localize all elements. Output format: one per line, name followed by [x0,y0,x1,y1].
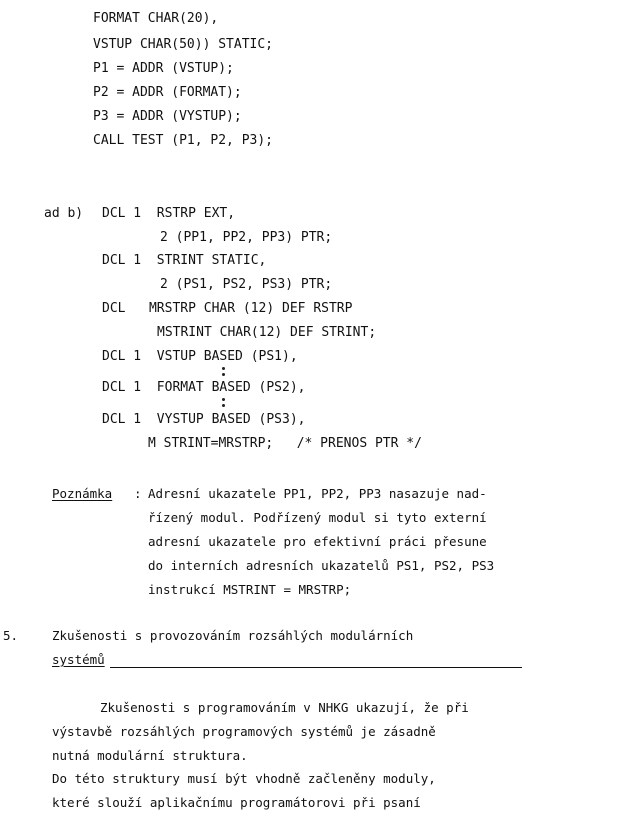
code-line: M STRINT=MRSTRP; /* PRENOS PTR */ [148,436,422,451]
body-line: výstavbě rozsáhlých programových systémů je zásadně [52,724,436,739]
note-colon: : [134,486,142,501]
note-line: adresní ukazatele pro efektivní práci přesune [148,534,487,549]
body-line: Zkušenosti s programováním v NHKG ukazují, že při [100,700,469,715]
code-line: DCL MRSTRP CHAR (12) DEF RSTRP [102,301,353,316]
ellipsis-dot [222,367,225,370]
section-number: 5. [3,628,19,643]
note-line: do interních adresních ukazatelů PS1, PS2, PS3 [148,558,495,573]
section-title: systémů [52,652,105,667]
note-line: Adresní ukazatele PP1, PP2, PP3 nasazuje nad- [148,486,487,501]
ellipsis-dot [222,373,225,376]
code-line: DCL 1 VSTUP BASED (PS1), [102,349,298,364]
code-line: DCL 1 STRINT STATIC, [102,253,267,268]
note-line: instrukcí MSTRINT = MRSTRP; [148,582,352,597]
code-line: DCL 1 FORMAT BASED (PS2), [102,380,306,395]
code-line: CALL TEST (P1, P2, P3); [93,133,274,148]
ellipsis-dot [222,398,225,401]
body-line: Do této struktury musí být vhodně začleněny moduly, [52,771,436,786]
code-line: P2 = ADDR (FORMAT); [93,85,242,100]
code-line: DCL 1 RSTRP EXT, [102,206,236,221]
code-line: FORMAT CHAR(20), [93,11,219,26]
code-line: 2 (PP1, PP2, PP3) PTR; [160,230,333,245]
code-line: 2 (PS1, PS2, PS3) PTR; [160,277,333,292]
section-title: Zkušenosti s provozováním rozsáhlých modulárních [52,628,414,643]
code-label: ad b) [44,206,84,221]
note-label: Poznámka [52,486,113,501]
code-line: DCL 1 VYSTUP BASED (PS3), [102,412,306,427]
code-line: P1 = ADDR (VSTUP); [93,61,234,76]
code-line: MSTRINT CHAR(12) DEF STRINT; [157,325,377,340]
code-line: VSTUP CHAR(50)) STATIC; [93,37,274,52]
body-line: které slouží aplikačnímu programátorovi při psaní [52,795,421,810]
code-line: P3 = ADDR (VYSTUP); [93,109,242,124]
ellipsis-dot [222,404,225,407]
note-line: řízený modul. Podřízený modul si tyto externí [148,510,487,525]
body-line: nutná modulární struktura. [52,748,248,763]
section-rule [110,667,522,668]
